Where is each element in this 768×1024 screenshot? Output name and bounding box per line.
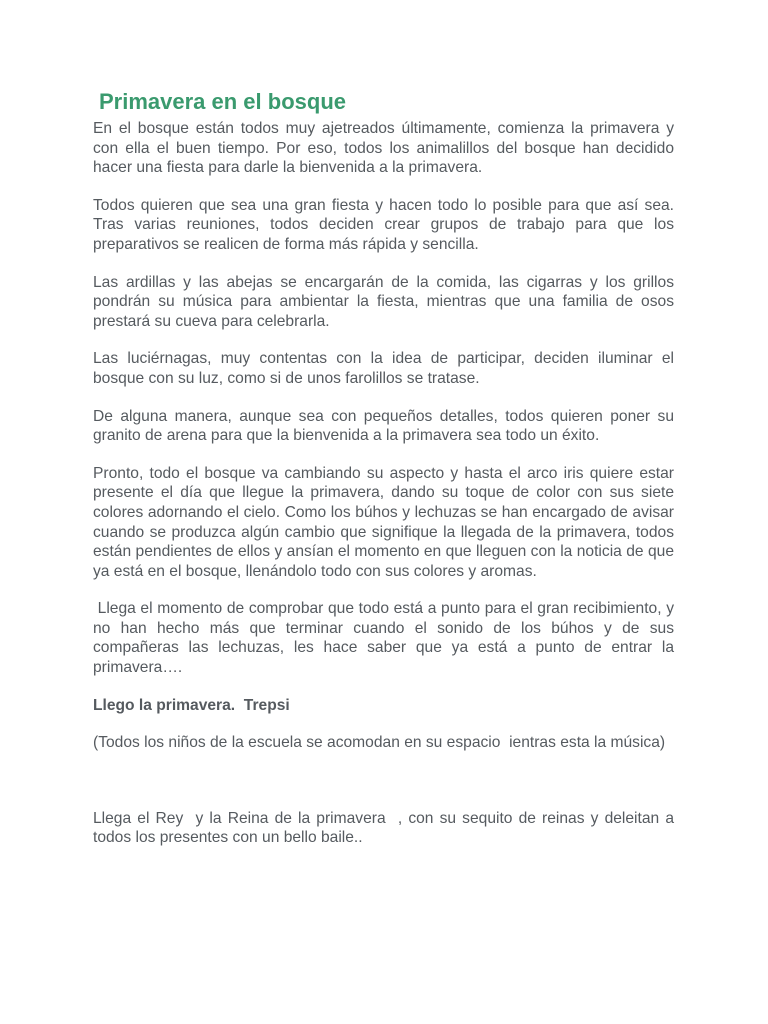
paragraph-6: Pronto, todo el bosque va cambiando su aspecto y hasta el arco iris quiere estar presente el día que llegue la primavera, dando su toque de color con sus siete colores adornando el cielo. Como los búhos y lechuzas se han encargado de avisar cuando se produzca algún cambio que signifique la llegada de la primavera, todos están pendientes de ellos y ansían el momento en que lleguen con la noticia de que ya está en el bosque, llenándolo todo con sus colores y aromas. — [93, 464, 674, 580]
stage-direction: (Todos los niños de la escuela se acomodan en su espacio ientras esta la música) — [93, 734, 666, 752]
closing-paragraph: Llega el Rey y la Reina de la primavera , con su sequito de reinas y deleitan a todos los presentes con un bello baile.. — [93, 809, 679, 847]
bold-line: Llego la primavera. Trepsi — [93, 696, 290, 714]
paragraph-5: De alguna manera, aunque sea con pequeños detalles, todos quieren poner su granito de arena para que la bienvenida a la primavera sea todo un éxito. — [93, 407, 674, 445]
paragraph-4: Las luciérnagas, muy contentas con la idea de participar, deciden iluminar el bosque con su luz, como si de unos farolillos se tratase. — [93, 350, 674, 387]
paragraph-3: Las ardillas y las abejas se encargarán de la comida, las cigarras y los grillos pondrán su música para ambientar la fiesta, mientras que una familia de osos prestará su cueva para celebrarla. — [93, 273, 674, 330]
blank-space — [93, 771, 674, 809]
document-page — [93, 86, 679, 866]
paragraph-2: Todos quieren que sea una gran fiesta y hacen todo lo posible para que así sea. Tras varias reuniones, todos deciden crear grupos de trabajo para que los preparativos se realicen de forma más rápida y sencilla. — [93, 196, 674, 253]
document-title: Primavera en el bosque — [99, 89, 346, 114]
paragraph-1: En el bosque están todos muy ajetreados últimamente, comienza la primavera y con ella el buen tiempo. Por eso, todos los animalillos del bosque han decidido hacer una fiesta para darle la bienvenida a la primavera. — [93, 120, 674, 177]
paragraph-7: Llega el momento de comprobar que todo está a punto para el gran recibimiento, y no han hecho más que terminar cuando el sonido de los búhos y de sus compañeras las lechuzas, les hace saber que ya está a punto de entrar la primavera…. — [93, 600, 679, 677]
